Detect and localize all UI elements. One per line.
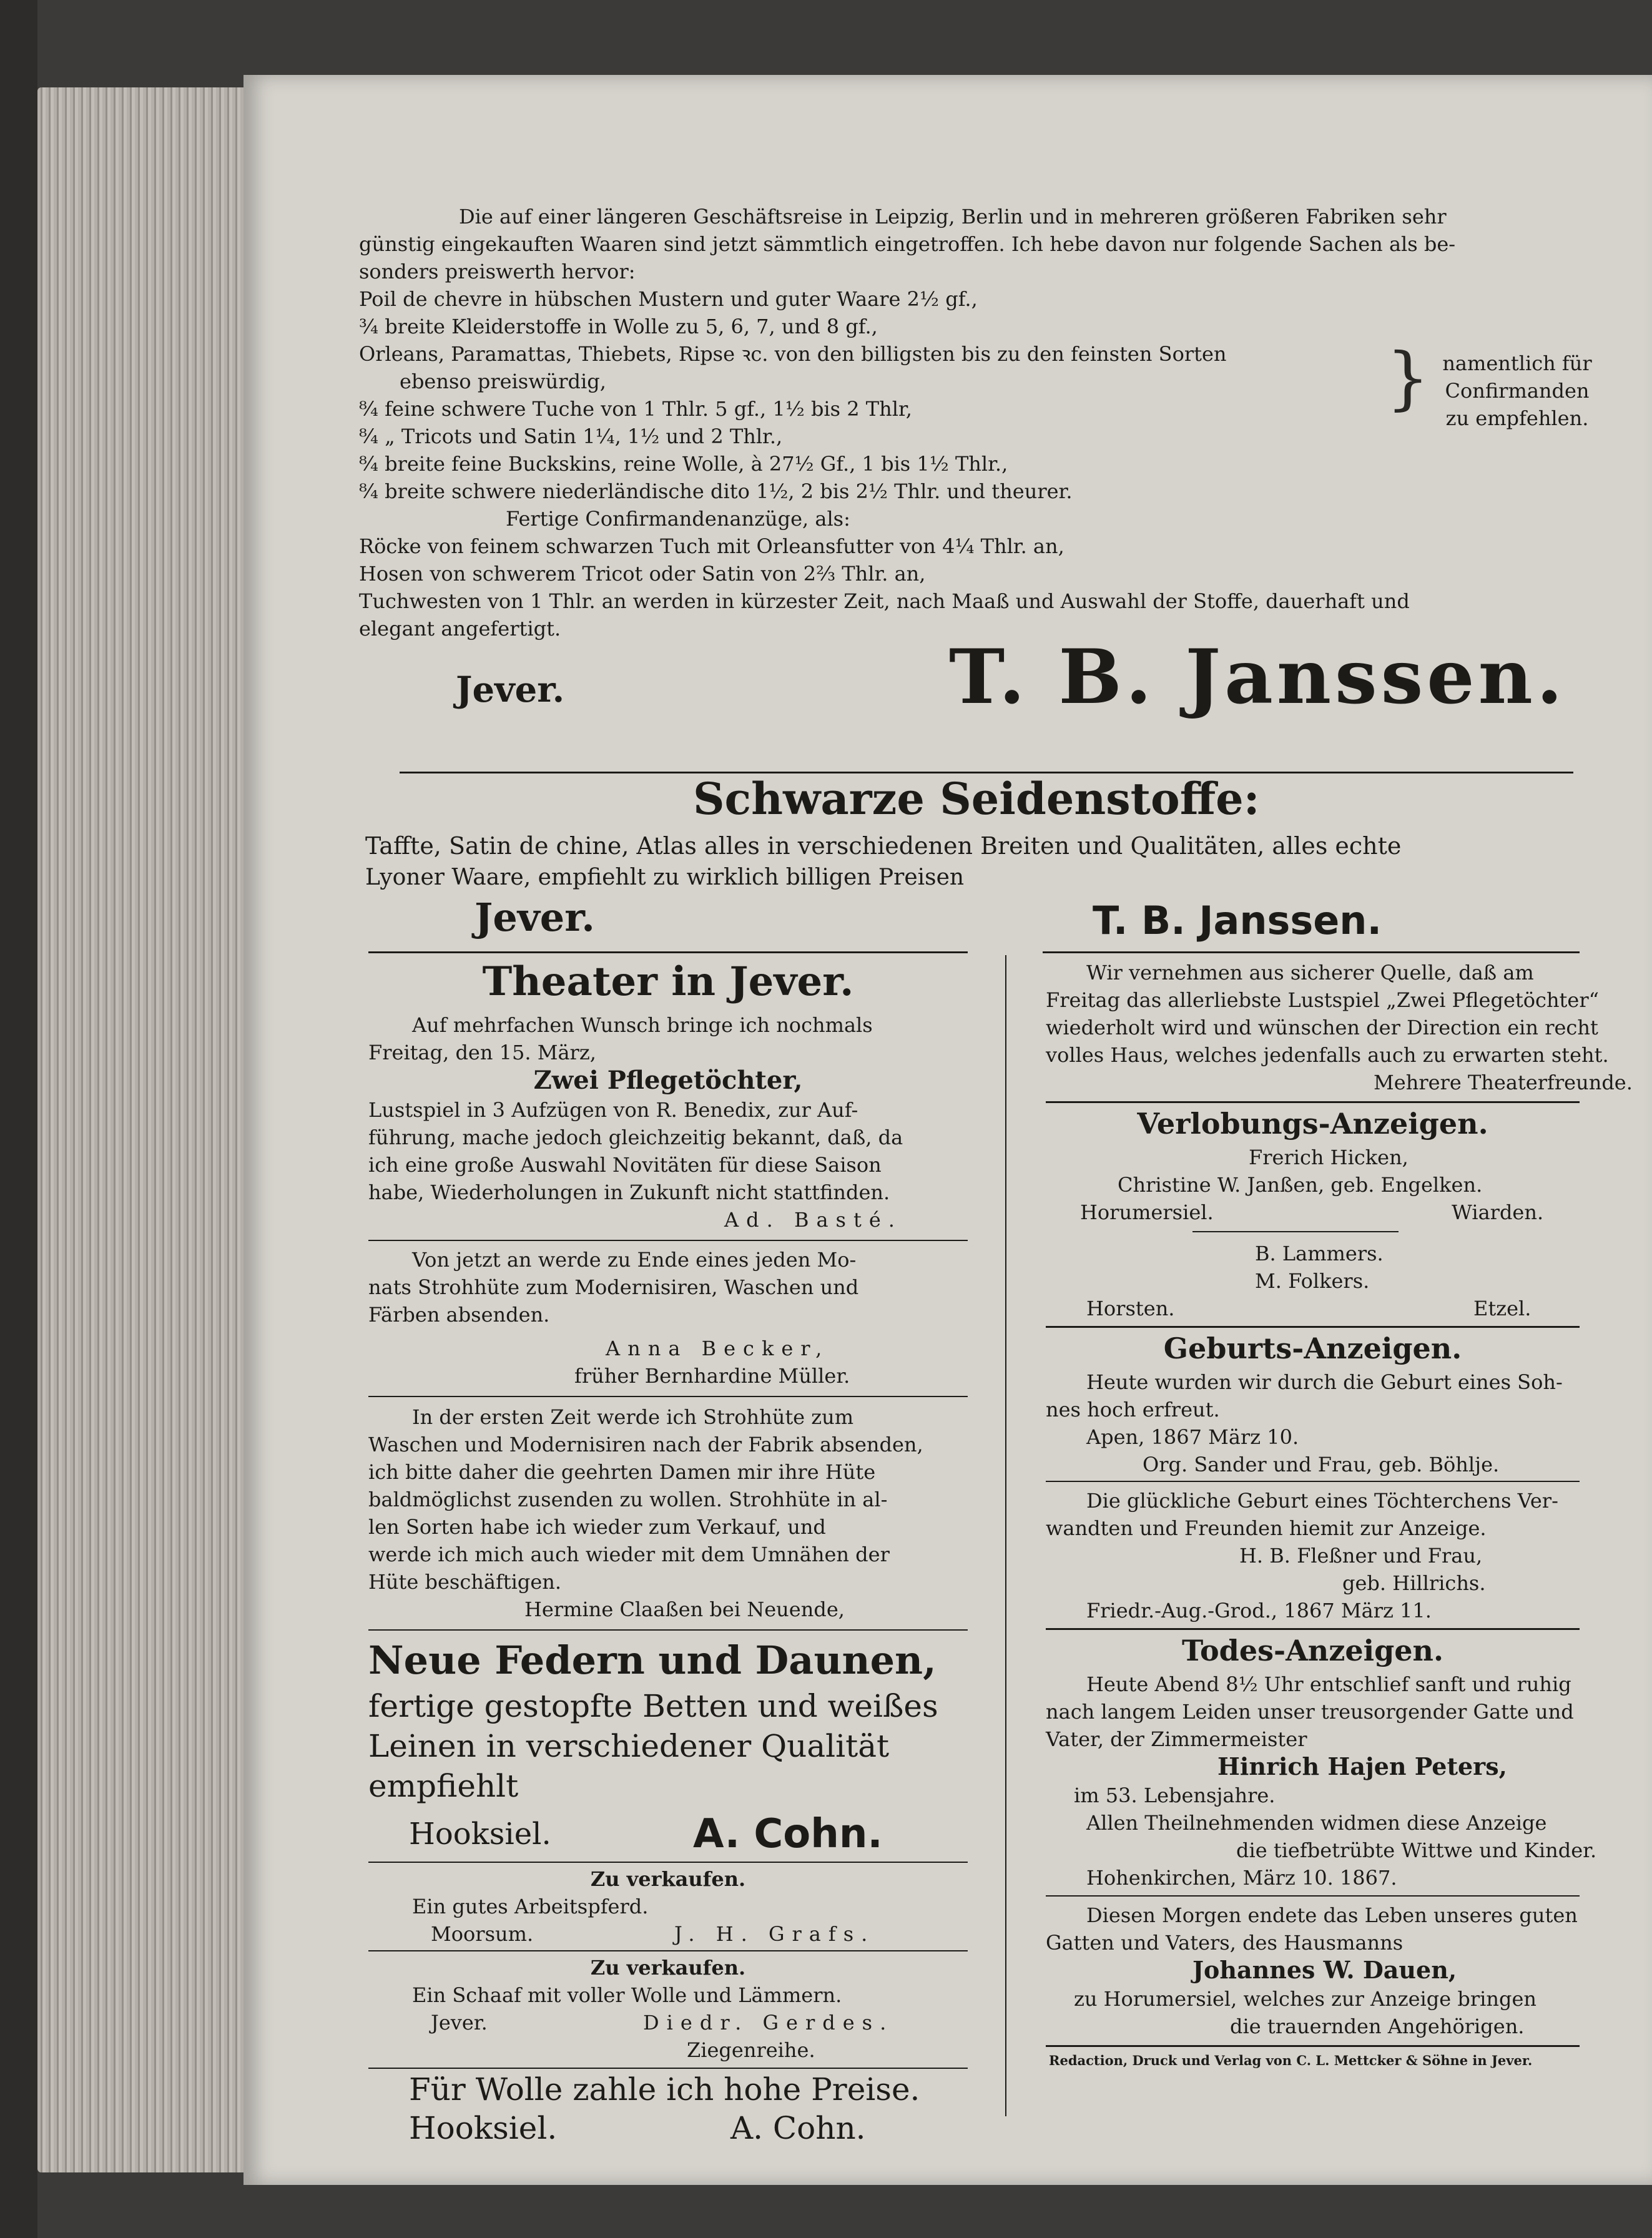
play-signature: Ad. Basté. bbox=[724, 1208, 902, 1232]
silk-signature: T. B. Janssen. bbox=[1093, 898, 1382, 943]
silk-line: Taffte, Satin de chine, Atlas alles in verschiedenen Breiten und Qualitäten, alles echte bbox=[365, 832, 1402, 860]
death-name: Johannes W. Dauen, bbox=[1192, 1956, 1457, 1984]
engagement-name: Frerich Hicken, bbox=[1249, 1146, 1409, 1169]
intro-line: ⁸⁄₄ feine schwere Tuche von 1 Thlr. 5 gf., 1½ bis 2 Thlr, bbox=[359, 397, 912, 421]
sale1-line: Ein gutes Arbeitspferd. bbox=[412, 1895, 649, 1918]
silk-line: Lyoner Waare, empfiehlt zu wirklich billigen Preisen bbox=[365, 865, 965, 890]
theater-title: Theater in Jever. bbox=[482, 958, 854, 1005]
birth-line: wandten und Freunden hiemit zur Anzeige. bbox=[1046, 1516, 1487, 1540]
intro-line: ⁸⁄₄ breite feine Buckskins, reine Wolle, à 27½ Gf., 1 bis 1½ Thlr., bbox=[359, 452, 1008, 476]
divider bbox=[368, 1950, 968, 1951]
birth-date: Apen, 1867 März 10. bbox=[1086, 1425, 1299, 1449]
play-line: Lustspiel in 3 Aufzügen von R. Benedix, zur Auf- bbox=[368, 1098, 858, 1122]
death-line: die trauernden Angehörigen. bbox=[1230, 2015, 1525, 2038]
intro-line: elegant angefertigt. bbox=[359, 617, 561, 640]
engagement-name: Christine W. Janßen, geb. Engelken. bbox=[1118, 1173, 1483, 1197]
birth-line: Heute wurden wir durch die Geburt eines Soh- bbox=[1086, 1370, 1563, 1394]
hats2-line: Hüte beschäftigen. bbox=[368, 1570, 562, 1594]
sale2-signature-note: Ziegenreihe. bbox=[687, 2038, 815, 2062]
intro-line: Hosen von schwerem Tricot oder Satin von 2⅔ Thlr. an, bbox=[359, 562, 926, 586]
engagement-place: Horsten. bbox=[1086, 1297, 1175, 1320]
sale2-line: Ein Schaaf mit voller Wolle und Lämmern. bbox=[412, 1983, 842, 2007]
play-line: habe, Wiederholungen in Zukunft nicht stattfinden. bbox=[368, 1180, 890, 1204]
theater-line: Freitag, den 15. März, bbox=[368, 1041, 596, 1064]
death-line: zu Horumersiel, welches zur Anzeige bringen bbox=[1074, 1987, 1537, 2011]
death-title: Todes-Anzeigen. bbox=[1182, 1634, 1443, 1667]
hats2-line: len Sorten habe ich wieder zum Verkauf, und bbox=[368, 1515, 826, 1539]
sale2-place: Jever. bbox=[431, 2011, 488, 2034]
engagement-name: B. Lammers. bbox=[1255, 1242, 1384, 1265]
hats-line: Färben absenden. bbox=[368, 1303, 550, 1327]
news-line: volles Haus, welches jedenfalls auch zu erwarten steht. bbox=[1046, 1043, 1609, 1067]
intro-line: Fertige Confirmandenanzüge, als: bbox=[506, 507, 850, 531]
newspaper-page bbox=[243, 75, 1652, 2185]
hats2-line: In der ersten Zeit werde ich Strohhüte zum bbox=[412, 1405, 854, 1429]
feathers-line: Leinen in verschiedener Qualität bbox=[368, 1728, 890, 1764]
birth-signature: geb. Hillrichs. bbox=[1342, 1571, 1486, 1595]
death-line: Gatten und Vaters, des Hausmanns bbox=[1046, 1931, 1404, 1955]
hats2-signature: Hermine Claaßen bei Neuende, bbox=[524, 1598, 845, 1621]
play-line: führung, mache jedoch gleichzeitig bekannt, daß, da bbox=[368, 1126, 903, 1149]
intro-line: ⁸⁄₄ breite schwere niederländische dito 1½, 2 bis 2½ Thlr. und theurer. bbox=[359, 479, 1073, 503]
silk-title: Schwarze Seidenstoffe: bbox=[693, 773, 1260, 825]
sale2-title: Zu verkaufen. bbox=[590, 1956, 746, 1980]
intro-place: Jever. bbox=[456, 669, 565, 710]
death-line: Vater, der Zimmermeister bbox=[1046, 1727, 1307, 1751]
intro-signature: T. B. Janssen. bbox=[949, 633, 1566, 721]
brace-icon: } bbox=[1386, 338, 1430, 418]
birth-signature: Org. Sander und Frau, geb. Böhlje. bbox=[1143, 1453, 1500, 1476]
bracket-note: zu empfehlen. bbox=[1445, 406, 1589, 430]
column-divider bbox=[1005, 955, 1006, 2116]
divider bbox=[1046, 1895, 1580, 1897]
death-line: die tiefbetrübte Wittwe und Kinder. bbox=[1236, 1838, 1597, 1862]
engagement-place: Wiarden. bbox=[1452, 1200, 1544, 1224]
feathers-place: Hooksiel. bbox=[409, 1817, 551, 1852]
intro-line: ebenso preiswürdig, bbox=[400, 370, 606, 393]
page-stack-edge bbox=[37, 87, 243, 2172]
intro-line: ¾ breite Kleiderstoffe in Wolle zu 5, 6, 7, und 8 gf., bbox=[359, 315, 878, 338]
news-line: Wir vernehmen aus sicherer Quelle, daß am bbox=[1086, 961, 1534, 984]
divider bbox=[1046, 1481, 1580, 1482]
wool-signature: A. Cohn. bbox=[730, 2110, 866, 2146]
divider bbox=[368, 1396, 968, 1397]
divider bbox=[368, 1629, 968, 1631]
play-line: ich eine große Auswahl Novitäten für diese Saison bbox=[368, 1153, 882, 1177]
divider bbox=[1046, 1326, 1580, 1328]
book-spine bbox=[0, 0, 37, 2238]
imprint: Redaction, Druck und Verlag von C. L. Mettcker & Söhne in Jever. bbox=[1049, 2053, 1533, 2068]
death-line: im 53. Lebensjahre. bbox=[1074, 1784, 1276, 1807]
wool-place: Hooksiel. bbox=[409, 2110, 558, 2146]
bracket-note: Confirmanden bbox=[1445, 379, 1590, 403]
intro-line: Die auf einer längeren Geschäftsreise in Leipzig, Berlin und in mehreren größeren Fabriken sehr bbox=[459, 205, 1447, 228]
wool-line: Für Wolle zahle ich hohe Preise. bbox=[409, 2071, 920, 2108]
divider-short bbox=[1192, 1231, 1399, 1232]
news-line: Freitag das allerliebste Lustspiel „Zwei Pflegetöchter“ bbox=[1046, 988, 1599, 1012]
divider bbox=[368, 2068, 968, 2069]
intro-line: günstig eingekauften Waaren sind jetzt sämmtlich eingetroffen. Ich hebe davon nur folgende Sachen als be- bbox=[359, 232, 1456, 256]
engagement-place: Etzel. bbox=[1473, 1297, 1532, 1320]
birth-date: Friedr.-Aug.-Grod., 1867 März 11. bbox=[1086, 1599, 1432, 1622]
sale2-signature: Diedr. Gerdes. bbox=[643, 2011, 894, 2034]
theater-line: Auf mehrfachen Wunsch bringe ich nochmals bbox=[412, 1013, 873, 1037]
feathers-line: empfiehlt bbox=[368, 1768, 519, 1804]
intro-line: Poil de chevre in hübschen Mustern und guter Waare 2½ gf., bbox=[359, 287, 978, 311]
intro-line: Tuchwesten von 1 Thlr. an werden in kürzester Zeit, nach Maaß und Auswahl der Stoffe, dauerhaft und bbox=[359, 589, 1410, 613]
silk-place: Jever. bbox=[474, 895, 595, 940]
divider bbox=[368, 1862, 968, 1863]
divider bbox=[368, 1240, 968, 1241]
news-line: wiederholt wird und wünschen der Direction ein recht bbox=[1046, 1016, 1598, 1039]
feathers-title: Neue Federn und Daunen, bbox=[368, 1637, 937, 1683]
engagement-place: Horumersiel. bbox=[1080, 1200, 1214, 1224]
intro-line: sonders preiswerth hervor: bbox=[359, 260, 636, 283]
death-name: Hinrich Hajen Peters, bbox=[1217, 1752, 1507, 1780]
sale1-signature: J. H. Grafs. bbox=[674, 1922, 875, 1946]
intro-line: Orleans, Paramattas, Thiebets, Ripse ꝛc. von den billigsten bis zu den feinsten Sorten bbox=[359, 342, 1227, 366]
hats2-line: ich bitte daher die geehrten Damen mir ihre Hüte bbox=[368, 1460, 876, 1484]
death-line: Heute Abend 8½ Uhr entschlief sanft und ruhig bbox=[1086, 1672, 1571, 1696]
hats-line: Von jetzt an werde zu Ende eines jeden Mo- bbox=[412, 1248, 857, 1272]
bracket-note: namentlich für bbox=[1442, 351, 1592, 375]
engagement-title: Verlobungs-Anzeigen. bbox=[1137, 1107, 1488, 1141]
birth-line: Die glückliche Geburt eines Töchterchens Ver- bbox=[1086, 1489, 1558, 1513]
birth-line: nes hoch erfreut. bbox=[1046, 1398, 1220, 1421]
death-line: nach langem Leiden unser treusorgender Gatte und bbox=[1046, 1700, 1574, 1724]
engagement-name: M. Folkers. bbox=[1255, 1269, 1370, 1293]
intro-line: Röcke von feinem schwarzen Tuch mit Orleansfutter von 4¼ Thlr. an, bbox=[359, 534, 1064, 558]
intro-line: ⁸⁄₄ „ Tricots und Satin 1¼, 1½ und 2 Thlr., bbox=[359, 425, 783, 448]
play-title: Zwei Pflegetöchter, bbox=[533, 1066, 803, 1095]
divider bbox=[1046, 2045, 1580, 2047]
hats-signature: Anna Becker, bbox=[606, 1337, 830, 1360]
birth-signature: H. B. Fleßner und Frau, bbox=[1239, 1544, 1483, 1568]
news-signature: Mehrere Theaterfreunde. bbox=[1374, 1071, 1633, 1094]
birth-title: Geburts-Anzeigen. bbox=[1163, 1332, 1462, 1365]
hats2-line: werde ich mich auch wieder mit dem Umnähen der bbox=[368, 1543, 890, 1566]
hats-line: nats Strohhüte zum Modernisiren, Waschen und bbox=[368, 1275, 859, 1299]
death-line: Diesen Morgen endete das Leben unseres guten bbox=[1086, 1903, 1578, 1927]
sale1-place: Moorsum. bbox=[431, 1922, 534, 1946]
divider bbox=[1046, 1101, 1580, 1103]
hats-signature-note: früher Bernhardine Müller. bbox=[574, 1364, 850, 1388]
hats2-line: baldmöglichst zusenden zu wollen. Strohhüte in al- bbox=[368, 1488, 888, 1511]
sale1-title: Zu verkaufen. bbox=[590, 1867, 746, 1891]
feathers-signature: A. Cohn. bbox=[693, 1811, 883, 1857]
death-date: Hohenkirchen, März 10. 1867. bbox=[1086, 1866, 1397, 1890]
divider bbox=[1043, 951, 1580, 953]
hats2-line: Waschen und Modernisiren nach der Fabrik absenden, bbox=[368, 1433, 923, 1456]
death-line: Allen Theilnehmenden widmen diese Anzeige bbox=[1086, 1811, 1547, 1835]
divider bbox=[368, 951, 968, 953]
feathers-line: fertige gestopfte Betten und weißes bbox=[368, 1688, 938, 1724]
divider bbox=[1046, 1628, 1580, 1630]
